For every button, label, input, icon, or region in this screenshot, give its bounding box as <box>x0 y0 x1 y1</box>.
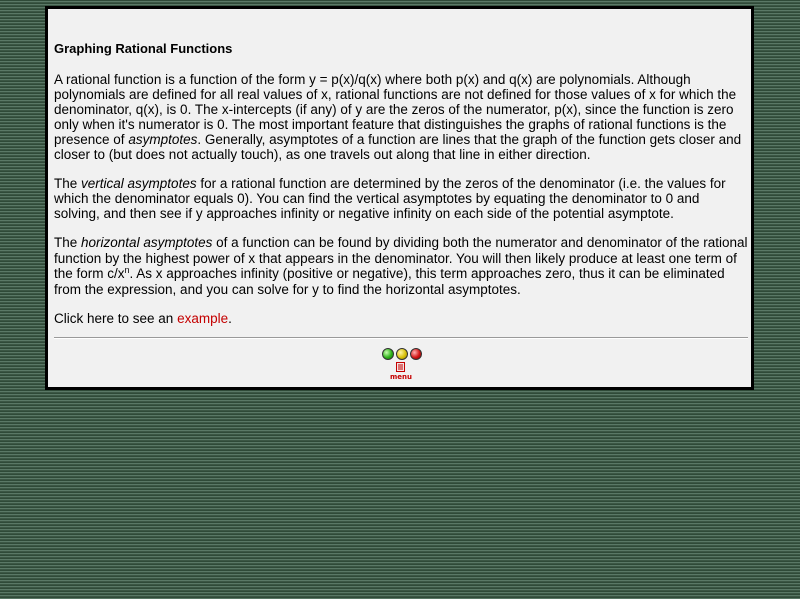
vertical-asymptotes-term: vertical asymptotes <box>81 176 197 191</box>
paragraph-horizontal-end: . As x approaches infinity (positive or negative), this term approaches zero, thus it can be eliminated from the expression, and you can solve for y to find the horizontal asymptotes. <box>54 266 725 297</box>
click-suffix: . <box>228 311 232 326</box>
paragraph-intro <box>54 72 748 162</box>
paragraph-horizontal <box>54 235 748 297</box>
example-line <box>54 311 748 326</box>
divider <box>54 337 748 339</box>
paragraph-intro-text: A rational function is a function of the form y = p(x)/q(x) where both p(x) and q(x) are polynomials. Although polynomials are defined for all real values of x, rational functions are not defined for those values of x for which the denominator, q(x), is 0. The x-intercepts (if any) of y are the zeros of the numerator, p(x), since the function is zero only when it's numerator is 0. The most important feature that distinguishes the graphs of rational functions is the presence of <box>54 72 737 147</box>
click-prefix: Click here to see an <box>54 311 174 326</box>
green-dot-icon[interactable] <box>382 348 394 360</box>
paragraph-vertical-start: The <box>54 176 78 191</box>
paragraph-horizontal-text: of a function can be found by dividing both the numerator and denominator of the rational function by the highest power of x that appears in the denominator. You will then likely produce at least one term of the form c/x <box>54 235 748 281</box>
horizontal-asymptotes-term: horizontal asymptotes <box>81 235 213 250</box>
example-link[interactable]: example <box>177 311 229 326</box>
asymptotes-term: asymptotes <box>128 132 198 147</box>
navigation-bar <box>379 346 423 384</box>
menu-icon[interactable] <box>396 362 405 372</box>
content-panel <box>45 6 754 390</box>
exponent-n: n <box>124 265 130 275</box>
yellow-dot-icon[interactable] <box>396 348 408 360</box>
paragraph-horizontal-start: The <box>54 235 78 250</box>
menu-label[interactable]: menu <box>389 373 412 381</box>
red-dot-icon[interactable] <box>410 348 422 360</box>
paragraph-intro-end: . Generally, asymptotes of a function are lines that the graph of the function gets closer and closer to (but does not actually touch), as one travels out along that line in either direction. <box>54 132 742 162</box>
article <box>54 41 748 340</box>
paragraph-vertical-text: for a rational function are determined by the zeros of the denominator (i.e. the values for which the denominator equals 0). You can find the vertical asymptotes by equating the denominator to 0 and solving, and then see if y approaches infinity or negative infinity on each side of the potential asymptote. <box>54 176 726 221</box>
page-title: Graphing Rational Functions <box>54 41 233 56</box>
paragraph-vertical <box>54 176 748 221</box>
